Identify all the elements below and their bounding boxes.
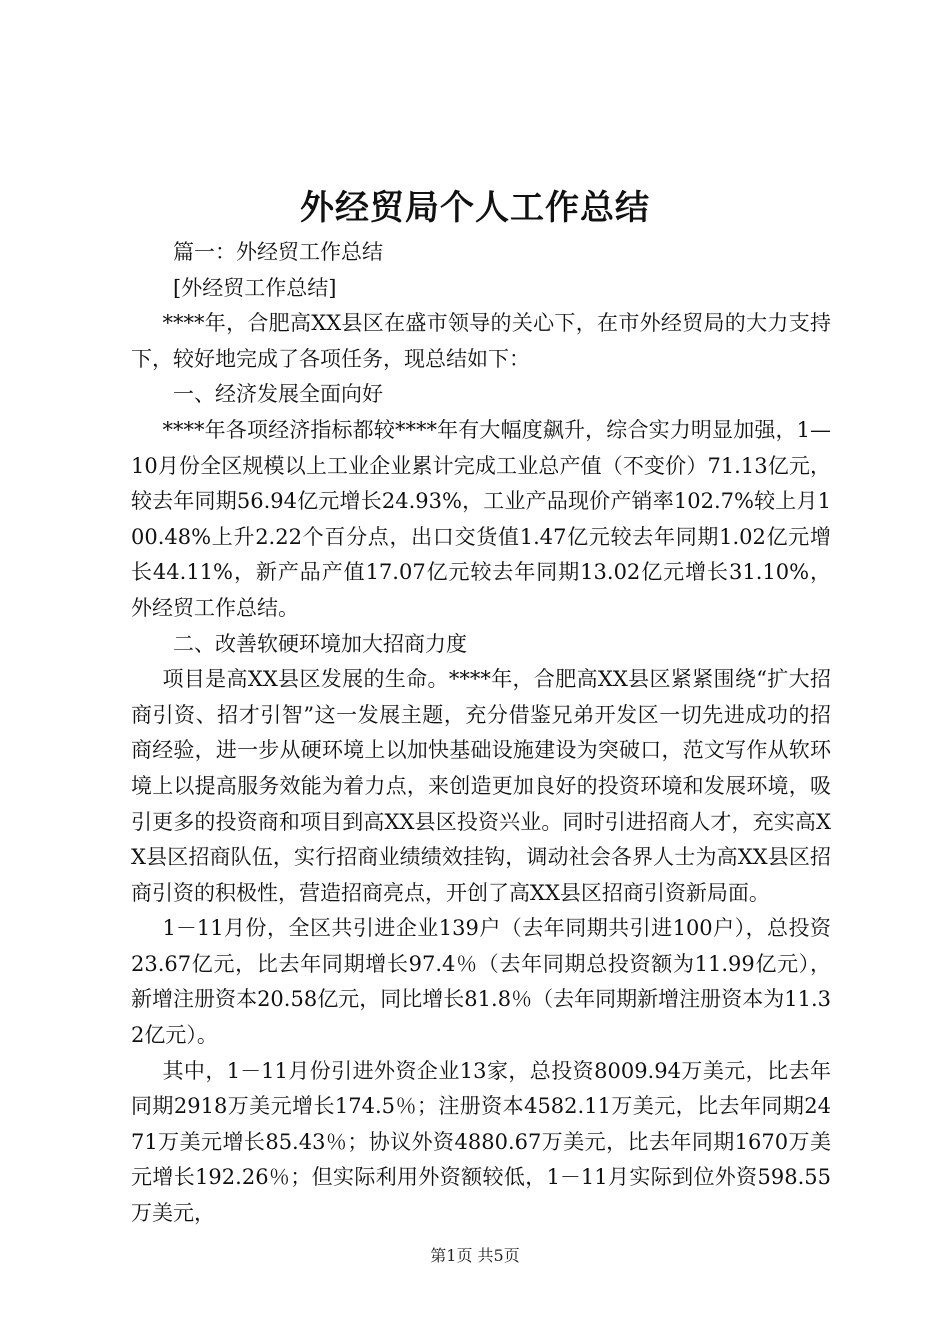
paragraph: 1－11月份，全区共引进企业139户（去年同期共引进100户），总投资23.67亿元，比去年同期增长97.4％（去年同期总投资额为11.99亿元），新增注册资本20.58亿元，同比增长81.8％（去年同期新增注册资本为11.32亿元）。 [131,916,831,1048]
page-title: 外经贸局个人工作总结 [300,188,650,228]
paragraph: 项目是高XX县区发展的生命。****年，合肥高XX县区紧紧围绕“扩大招商引资、招才引智”这一发展主题，充分借鉴兄弟开发区一切先进成功的招商经验，进一步从硬环境上以加快基础设施建设为突破口，范文写作从软环境上以提高服务效能为着力点，来创造更加良好的投资环境和发展环境，吸引更多的投资商和项目到高XX县区投资兴业。同时引进招商人才，充实高XX县区招商队伍，实行招商业绩绩效挂钩，调动社会各界人士为高XX县区招商引资的积极性，营造招商亮点，开创了高XX县区招商引资新局面。 [131,667,831,905]
section-heading: 篇一：外经贸工作总结 [173,240,383,264]
paragraph: ****年各项经济指标都较****年有大幅度飙升，综合实力明显加强，1—10月份全区规模以上工业企业累计完成工业总产值（不变价）71.13亿元，较去年同期56.94亿元增长24.93%，工业产品现价产销率102.7%较上月100.48%上升2.22个百分点，出口交货值1.47亿元较去年同期1.02亿元增长44.11%，新产品产值17.07亿元较去年同期13.02亿元增长31.10%，外经贸工作总结。 [131,417,831,620]
document-body [131,235,831,1232]
page-footer: 第1页 共5页 [430,1246,520,1265]
section-heading: 一、经济发展全面向好 [173,382,383,407]
paragraph: 其中，1－11月份引进外资企业13家，总投资8009.94万美元，比去年同期2918万美元增长174.5％；注册资本4582.11万美元，比去年同期2471万美元增长85.43％；协议外资4880.67万美元，比去年同期1670万美元增长192.26％；但实际利用外资额较低，1－11月实际到位外资598.55万美元， [131,1058,831,1226]
paragraph: ****年，合肥高XX县区在盛市领导的关心下，在市外经贸局的大力支持下，较好地完成了各项任务，现总结如下： [131,311,831,371]
section-subheading: [外经贸工作总结] [173,275,337,300]
section-heading: 二、改善软硬环境加大招商力度 [173,631,467,656]
